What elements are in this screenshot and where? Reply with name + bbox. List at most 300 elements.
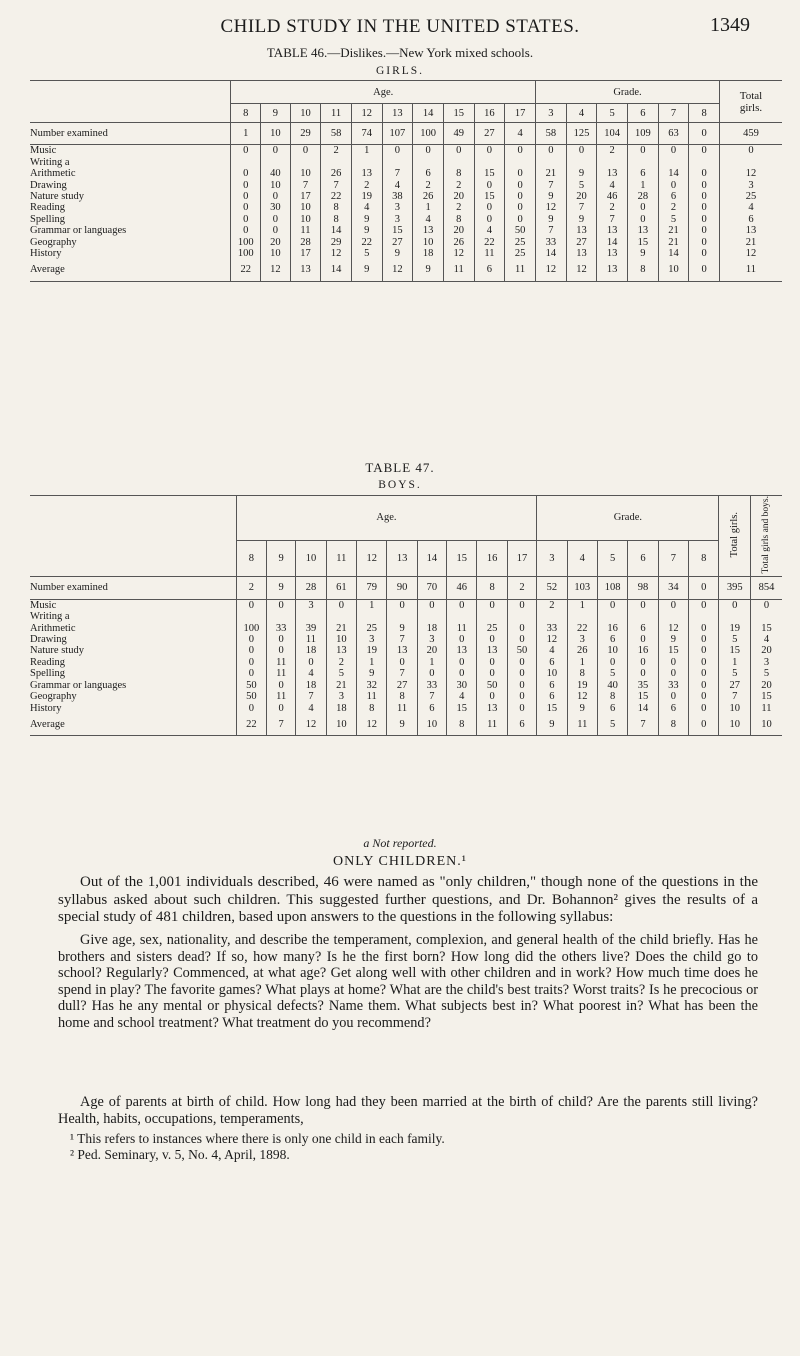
cell: 5 xyxy=(719,634,750,645)
cell: 10 xyxy=(417,719,446,730)
cell: 12 xyxy=(536,264,567,275)
cell: 0 xyxy=(417,599,446,611)
cell: 33 xyxy=(658,680,688,691)
row-label: Music xyxy=(30,599,57,611)
average-row xyxy=(30,264,782,275)
cell: 0 xyxy=(474,202,505,213)
age-col-12: 12 xyxy=(357,540,387,577)
cell: 32 xyxy=(357,680,387,691)
cell: 13 xyxy=(387,645,417,656)
cell: 4 xyxy=(750,634,782,645)
age-col-12: 12 xyxy=(351,104,382,123)
footnote-1: ¹ This refers to instances where there is only one child in each family. xyxy=(70,1131,445,1146)
age-col-14: 14 xyxy=(413,104,444,123)
cell: 28 xyxy=(290,237,321,248)
row-label: Number examined xyxy=(30,582,108,594)
cell: 14 xyxy=(321,264,352,275)
cell: 2 xyxy=(326,657,356,668)
cell: 8 xyxy=(321,202,352,213)
cell: 0 xyxy=(689,623,719,634)
cell: 11 xyxy=(447,623,477,634)
cell: 8 xyxy=(447,719,477,730)
cell: 14 xyxy=(658,248,689,259)
cell xyxy=(628,611,658,622)
cell: 1 xyxy=(417,657,446,668)
cell: 8 xyxy=(443,168,474,179)
cell: 7 xyxy=(387,634,417,645)
cell: 7 xyxy=(597,214,628,225)
cell: 459 xyxy=(719,128,782,139)
cell: 0 xyxy=(566,145,597,157)
cell: 11 xyxy=(474,248,505,259)
cell: 1 xyxy=(357,599,387,611)
subject-row-drawing xyxy=(30,180,782,191)
cell: 25 xyxy=(505,248,536,259)
cell: 9 xyxy=(566,214,597,225)
cell xyxy=(719,611,750,622)
cell: 12 xyxy=(719,248,782,259)
cell: 3 xyxy=(296,599,326,611)
cell: 0 xyxy=(658,180,689,191)
subject-row-reading xyxy=(30,202,782,213)
grade-header: Grade. xyxy=(536,81,720,104)
cell: 14 xyxy=(321,225,352,236)
cell: 4 xyxy=(505,128,536,139)
cell: 8 xyxy=(321,214,352,225)
cell: 13 xyxy=(477,703,507,714)
cell: 18 xyxy=(296,680,326,691)
cell: 0 xyxy=(719,145,782,157)
cell: 50 xyxy=(505,225,536,236)
cell: 13 xyxy=(413,225,444,236)
cell: 100 xyxy=(413,128,444,139)
cell: 50 xyxy=(477,680,507,691)
cell: 4 xyxy=(413,214,444,225)
age-col-13: 13 xyxy=(387,540,417,577)
cell xyxy=(417,611,446,622)
cell: 4 xyxy=(474,225,505,236)
cell: 0 xyxy=(507,691,536,702)
cell: 0 xyxy=(477,668,507,679)
cell: 0 xyxy=(689,599,719,611)
cell: 10 xyxy=(261,128,291,139)
cell: 38 xyxy=(382,191,413,202)
cell: 2 xyxy=(321,145,352,157)
cell: 9 xyxy=(387,623,417,634)
cell: 13 xyxy=(597,225,628,236)
cell: 108 xyxy=(597,582,627,593)
cell: 50 xyxy=(236,691,266,702)
cell: 2 xyxy=(597,202,628,213)
cell xyxy=(597,157,628,168)
cell: 22 xyxy=(474,237,505,248)
cell: 0 xyxy=(477,691,507,702)
cell: 14 xyxy=(597,237,628,248)
row-label: Arithmetic xyxy=(30,168,76,180)
cell: 11 xyxy=(477,719,507,730)
cell: 6 xyxy=(537,680,567,691)
cell: 9 xyxy=(413,264,444,275)
subject-row-grammar-or-languages xyxy=(30,225,782,236)
cell: 13 xyxy=(627,225,658,236)
cell: 0 xyxy=(231,202,261,213)
table-47-subtitle: BOYS. xyxy=(378,479,422,491)
cell: 13 xyxy=(566,248,597,259)
cell xyxy=(267,611,296,622)
cell: 0 xyxy=(750,599,782,611)
row-label: Spelling xyxy=(30,668,66,680)
cell: 15 xyxy=(750,691,782,702)
cell: 0 xyxy=(689,645,719,656)
row-label: Reading xyxy=(30,202,65,214)
cell: 5 xyxy=(566,180,597,191)
cell: 20 xyxy=(261,237,291,248)
subject-row-history xyxy=(30,703,782,714)
cell: 0 xyxy=(628,634,658,645)
cell: 2 xyxy=(443,202,474,213)
cell: 0 xyxy=(628,668,658,679)
cell: 13 xyxy=(326,645,356,656)
cell: 6 xyxy=(658,703,688,714)
cell: 0 xyxy=(267,680,296,691)
row-label: Grammar or languages xyxy=(30,225,127,237)
cell xyxy=(290,157,321,168)
cell: 8 xyxy=(357,703,387,714)
cell: 46 xyxy=(447,582,477,593)
cell: 0 xyxy=(443,145,474,157)
row-label: History xyxy=(30,248,62,260)
cell: 17 xyxy=(290,191,321,202)
cell: 2 xyxy=(597,145,628,157)
cell: 9 xyxy=(351,225,382,236)
cell: 5 xyxy=(719,668,750,679)
cell xyxy=(689,611,719,622)
cell: 25 xyxy=(719,191,782,202)
cell: 0 xyxy=(236,668,266,679)
cell: 9 xyxy=(351,264,382,275)
cell: 40 xyxy=(261,168,291,179)
cell: 9 xyxy=(351,214,382,225)
cell xyxy=(477,611,507,622)
cell: 21 xyxy=(326,680,356,691)
running-header xyxy=(0,12,800,42)
cell: 7 xyxy=(382,168,413,179)
cell: 0 xyxy=(689,237,720,248)
cell: 12 xyxy=(357,719,387,730)
cell: 0 xyxy=(261,191,291,202)
cell: 33 xyxy=(537,623,567,634)
cell: 0 xyxy=(689,225,720,236)
cell: 0 xyxy=(597,599,627,611)
cell: 10 xyxy=(290,202,321,213)
cell: 5 xyxy=(750,668,782,679)
cell: 5 xyxy=(597,668,627,679)
cell: 125 xyxy=(566,128,597,139)
cell: 15 xyxy=(658,645,688,656)
cell: 27 xyxy=(387,680,417,691)
subject-row-nature-study xyxy=(30,191,782,202)
cell: 9 xyxy=(566,168,597,179)
cell: 22 xyxy=(236,719,266,730)
grade-col-6: 6 xyxy=(628,540,658,577)
cell: 12 xyxy=(658,623,688,634)
cell: 26 xyxy=(321,168,352,179)
cell xyxy=(750,611,782,622)
cell: 8 xyxy=(477,582,507,593)
row-label: Music xyxy=(30,145,57,157)
cell: 26 xyxy=(567,645,597,656)
age-col-9: 9 xyxy=(267,540,296,577)
age-col-11: 11 xyxy=(321,104,352,123)
cell: 26 xyxy=(443,237,474,248)
paragraph-parents-questions: Age of parents at birth of child. How long had they been married at the birth of child? Are the parents still living? Health, habits, occupations, temperaments, xyxy=(58,1094,758,1127)
cell: 0 xyxy=(505,214,536,225)
cell: 10 xyxy=(290,214,321,225)
cell: 0 xyxy=(236,703,266,714)
cell: 50 xyxy=(507,645,536,656)
cell: 0 xyxy=(505,168,536,179)
age-col-16: 16 xyxy=(477,540,507,577)
cell: 0 xyxy=(658,668,688,679)
cell: 0 xyxy=(231,168,261,179)
cell: 15 xyxy=(537,703,567,714)
cell: 10 xyxy=(290,168,321,179)
cell: 0 xyxy=(689,703,719,714)
age-col-13: 13 xyxy=(382,104,413,123)
cell: 0 xyxy=(689,582,719,593)
cell: 8 xyxy=(627,264,658,275)
cell: 13 xyxy=(597,248,628,259)
cell: 0 xyxy=(296,657,326,668)
subject-row-history xyxy=(30,248,782,259)
cell: 7 xyxy=(536,225,567,236)
row-label: Writing a xyxy=(30,611,70,623)
cell: 27 xyxy=(566,237,597,248)
cell: 0 xyxy=(417,668,446,679)
cell: 1 xyxy=(413,202,444,213)
cell: 0 xyxy=(505,191,536,202)
cell: 3 xyxy=(326,691,356,702)
subject-row-writing-a xyxy=(30,611,782,622)
cell: 29 xyxy=(321,237,352,248)
cell: 4 xyxy=(296,703,326,714)
grade-col-7: 7 xyxy=(658,540,688,577)
cell: 0 xyxy=(477,657,507,668)
cell: 11 xyxy=(267,691,296,702)
subject-row-spelling xyxy=(30,214,782,225)
cell: 11 xyxy=(267,668,296,679)
cell: 33 xyxy=(267,623,296,634)
cell: 10 xyxy=(597,645,627,656)
grade-col-3: 3 xyxy=(537,540,567,577)
cell: 0 xyxy=(382,145,413,157)
cell: 0 xyxy=(507,703,536,714)
cell: 6 xyxy=(627,168,658,179)
number-examined-row xyxy=(30,582,782,593)
age-col-15: 15 xyxy=(443,104,474,123)
grade-col-3: 3 xyxy=(536,104,567,123)
cell: 22 xyxy=(231,264,261,275)
cell: 90 xyxy=(387,582,417,593)
row-label: Arithmetic xyxy=(30,622,76,634)
cell: 8 xyxy=(597,691,627,702)
cell: 11 xyxy=(505,264,536,275)
cell: 2 xyxy=(236,582,266,593)
cell: 21 xyxy=(536,168,567,179)
cell: 7 xyxy=(417,691,446,702)
cell: 0 xyxy=(474,145,505,157)
cell: 0 xyxy=(231,191,261,202)
total-girls-boys-header: Total girls and boys. xyxy=(750,496,782,577)
cell: 0 xyxy=(689,180,720,191)
cell: 15 xyxy=(382,225,413,236)
cell: 0 xyxy=(536,145,567,157)
cell: 28 xyxy=(627,191,658,202)
row-label: Average xyxy=(30,264,65,276)
cell xyxy=(443,157,474,168)
cell: 2 xyxy=(507,582,536,593)
cell: 61 xyxy=(326,582,356,593)
cell: 10 xyxy=(413,237,444,248)
grade-col-4: 4 xyxy=(566,104,597,123)
cell: 3 xyxy=(357,634,387,645)
cell: 21 xyxy=(658,225,689,236)
cell: 6 xyxy=(597,703,627,714)
age-col-17: 17 xyxy=(505,104,536,123)
cell xyxy=(658,157,689,168)
cell: 0 xyxy=(627,202,658,213)
cell: 0 xyxy=(477,599,507,611)
cell: 11 xyxy=(357,691,387,702)
cell: 7 xyxy=(566,202,597,213)
age-col-11: 11 xyxy=(326,540,356,577)
cell: 0 xyxy=(507,657,536,668)
number-examined-row xyxy=(30,128,782,139)
cell: 6 xyxy=(417,703,446,714)
cell: 0 xyxy=(236,599,266,611)
cell: 18 xyxy=(296,645,326,656)
cell: 19 xyxy=(357,645,387,656)
subject-row-geography xyxy=(30,691,782,702)
cell xyxy=(231,157,261,168)
cell xyxy=(296,611,326,622)
cell: 15 xyxy=(474,191,505,202)
cell: 20 xyxy=(417,645,446,656)
cell: 25 xyxy=(505,237,536,248)
cell: 12 xyxy=(536,202,567,213)
cell: 0 xyxy=(236,634,266,645)
age-header: Age. xyxy=(236,496,537,541)
cell: 28 xyxy=(296,582,326,593)
cell: 9 xyxy=(267,582,296,593)
row-label: Reading xyxy=(30,656,65,668)
cell: 8 xyxy=(387,691,417,702)
cell xyxy=(447,611,477,622)
cell: 4 xyxy=(296,668,326,679)
cell: 7 xyxy=(628,719,658,730)
cell: 0 xyxy=(231,225,261,236)
cell: 0 xyxy=(689,168,720,179)
cell: 21 xyxy=(326,623,356,634)
cell: 1 xyxy=(567,657,597,668)
cell: 13 xyxy=(351,168,382,179)
cell xyxy=(537,611,567,622)
cell: 0 xyxy=(477,634,507,645)
paragraph-intro: Out of the 1,001 individuals described, 46 were named as "only children," though none of the questions in the syllabus asked about such children. This suggested further questions, and Dr. Bohannon² gives the results of a special study of 481 children, based upon answers to the questions in the following syllabus: xyxy=(58,874,758,925)
cell: 26 xyxy=(413,191,444,202)
cell: 7 xyxy=(321,180,352,191)
row-label: Geography xyxy=(30,236,77,248)
cell: 0 xyxy=(505,145,536,157)
cell: 0 xyxy=(689,264,720,275)
cell xyxy=(505,157,536,168)
cell: 0 xyxy=(627,214,658,225)
cell: 0 xyxy=(658,691,688,702)
section-title: ONLY CHILDREN.¹ xyxy=(333,854,467,869)
cell: 0 xyxy=(231,180,261,191)
cell: 0 xyxy=(236,645,266,656)
cell: 100 xyxy=(231,237,261,248)
cell: 15 xyxy=(627,237,658,248)
cell: 12 xyxy=(443,248,474,259)
grade-col-4: 4 xyxy=(567,540,597,577)
cell: 6 xyxy=(628,623,658,634)
cell: 0 xyxy=(326,599,356,611)
cell: 2 xyxy=(443,180,474,191)
cell: 20 xyxy=(443,225,474,236)
cell: 0 xyxy=(267,599,296,611)
cell: 0 xyxy=(658,599,688,611)
cell: 13 xyxy=(290,264,321,275)
cell: 21 xyxy=(719,237,782,248)
subject-row-grammar-or-languages xyxy=(30,680,782,691)
cell: 7 xyxy=(290,180,321,191)
cell: 15 xyxy=(719,645,750,656)
cell: 34 xyxy=(658,582,688,593)
cell: 0 xyxy=(689,248,720,259)
cell: 4 xyxy=(351,202,382,213)
subject-row-nature-study xyxy=(30,645,782,656)
subject-row-music xyxy=(30,599,782,611)
cell: 0 xyxy=(231,214,261,225)
cell: 30 xyxy=(261,202,291,213)
cell: 6 xyxy=(507,719,536,730)
running-title: CHILD STUDY IN THE UNITED STATES. xyxy=(220,16,580,37)
cell: 12 xyxy=(321,248,352,259)
table-46-subtitle: GIRLS. xyxy=(375,65,425,77)
cell: 2 xyxy=(537,599,567,611)
cell: 0 xyxy=(689,214,720,225)
cell: 1 xyxy=(719,657,750,668)
cell: 5 xyxy=(658,214,689,225)
cell: 19 xyxy=(351,191,382,202)
grade-col-5: 5 xyxy=(597,540,627,577)
cell: 30 xyxy=(447,680,477,691)
stub-header xyxy=(30,81,231,104)
cell: 7 xyxy=(387,668,417,679)
cell: 1 xyxy=(351,145,382,157)
cell: 9 xyxy=(357,668,387,679)
cell xyxy=(567,611,597,622)
cell: 19 xyxy=(719,623,750,634)
cell: 9 xyxy=(537,719,567,730)
cell: 46 xyxy=(597,191,628,202)
footnote-not-reported: a Not reported. xyxy=(363,836,437,850)
boys-dislikes-table xyxy=(30,495,782,736)
cell: 22 xyxy=(321,191,352,202)
cell xyxy=(261,157,291,168)
cell: 12 xyxy=(537,634,567,645)
